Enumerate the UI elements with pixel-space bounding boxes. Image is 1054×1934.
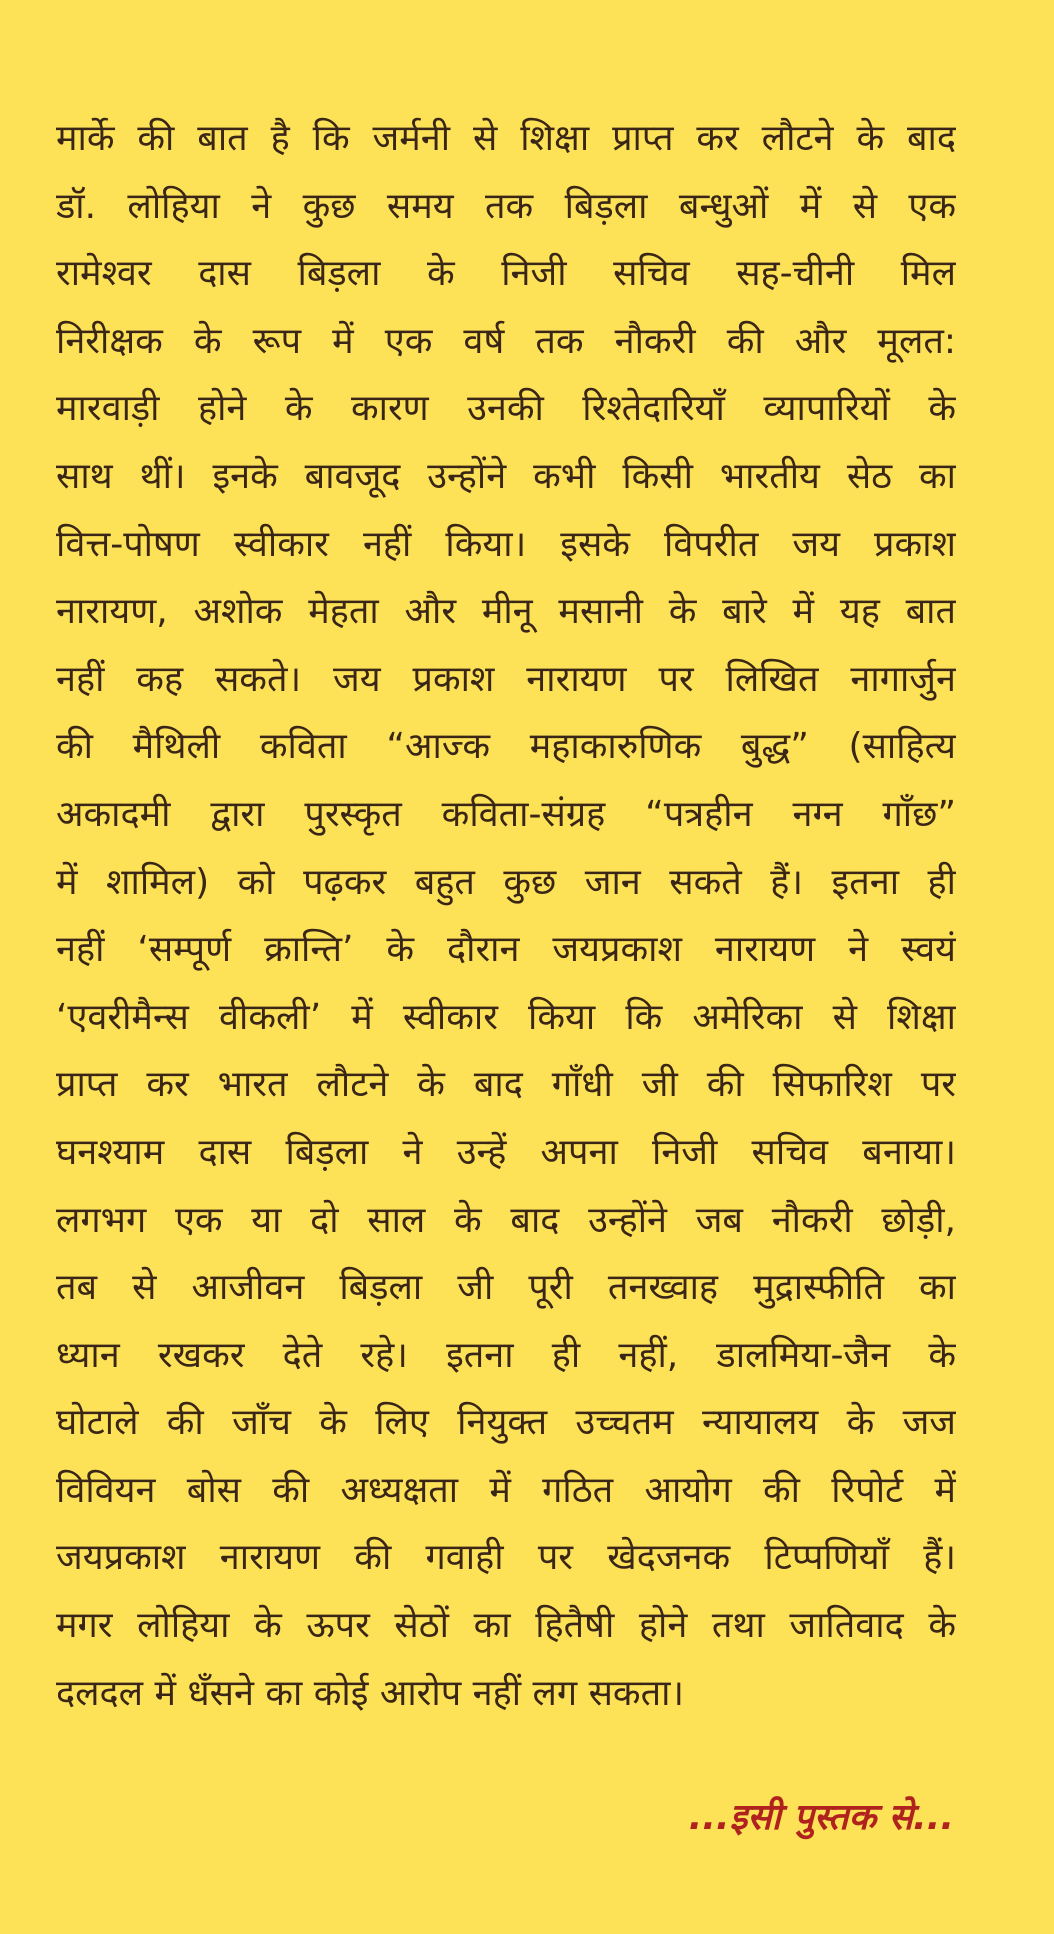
passage-text [56,105,956,1727]
source-note: ...इसी पुस्तक से... [688,1797,954,1838]
passage-line: नहीं ‘सम्पूर्ण क्रान्ति’ के दौरान जयप्रकाश नारायण ने स्वयं [56,929,956,971]
passage-line: वित्त-पोषण स्वीकार नहीं किया। इसके विपरीत जय प्रकाश [56,523,956,565]
passage-line: दलदल में धँसने का कोई आरोप नहीं लग सकता। [56,1672,685,1714]
passage-line: मार्के की बात है कि जर्मनी से शिक्षा प्राप्त कर लौटने के बाद [56,118,956,159]
passage-line: तब से आजीवन बिड़ला जी पूरी तनख्वाह मुद्रास्फीति का [56,1267,956,1309]
passage-line: डॉ. लोहिया ने कुछ समय तक बिड़ला बन्धुओं में से एक [56,185,956,227]
passage-line: निरीक्षक के रूप में एक वर्ष तक नौकरी की और मूलत: [56,320,956,362]
passage-line: घोटाले की जाँच के लिए नियुक्त उच्चतम न्यायालय के जज [56,1402,956,1444]
passage-line: लगभग एक या दो साल के बाद उन्होंने जब नौकरी छोड़ी, [56,1199,956,1241]
passage-line: ध्यान रखकर देते रहे। इतना ही नहीं, डालमिया-जैन के [56,1334,956,1376]
passage-line: जयप्रकाश नारायण की गवाही पर खेदजनक टिप्पणियाँ हैं। [56,1537,956,1579]
passage-line: की मैथिली कविता “आज्क महाकारुणिक बुद्ध” (साहित्य [56,726,956,768]
passage-line: नारायण, अशोक मेहता और मीनू मसानी के बारे में यह बात [56,591,956,633]
passage-line: रामेश्वर दास बिड़ला के निजी सचिव सह-चीनी मिल [56,253,956,295]
passage-line: अकादमी द्वारा पुरस्कृत कविता-संग्रह “पत्रहीन नग्न गाँछ” [56,793,956,835]
passage-line: मारवाड़ी होने के कारण उनकी रिश्तेदारियाँ व्यापारियों के [56,388,956,430]
passage-line: ‘एवरीमैन्स वीकली’ में स्वीकार किया कि अमेरिका से शिक्षा [56,996,956,1038]
passage-line: घनश्याम दास बिड़ला ने उन्हें अपना निजी सचिव बनाया। [56,1131,956,1173]
passage-line: प्राप्त कर भारत लौटने के बाद गाँधी जी की सिफारिश पर [56,1064,956,1106]
passage-line: नहीं कह सकते। जय प्रकाश नारायण पर लिखित नागार्जुन [56,658,956,700]
passage-line: मगर लोहिया के ऊपर सेठों का हितैषी होने तथा जातिवाद के [56,1605,956,1647]
passage-line: साथ थीं। इनके बावजूद उन्होंने कभी किसी भारतीय सेठ का [56,455,956,497]
passage-line: में शामिल) को पढ़कर बहुत कुछ जान सकते हैं। इतना ही [56,861,956,903]
passage-line: विवियन बोस की अध्यक्षता में गठित आयोग की रिपोर्ट में [56,1469,956,1511]
